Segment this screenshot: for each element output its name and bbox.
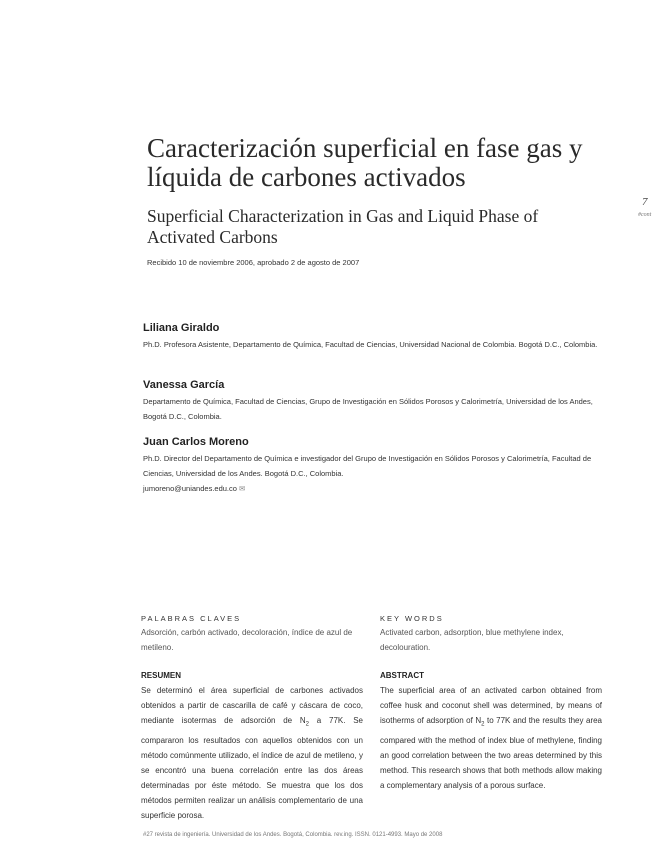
author-email[interactable]: jumoreno@uniandes.edu.co: [143, 484, 237, 493]
abstract-heading: ABSTRACT: [380, 671, 424, 680]
abstract-text-part: The superficial area of an activated carbon obtained from coffee husk and coconut shell was determined, by means of isotherms of adsorption of N: [380, 686, 602, 725]
subscript: 2: [481, 721, 485, 728]
abstract-text: [380, 683, 602, 793]
abstract-heading: RESUMEN: [141, 671, 182, 680]
envelope-icon: ✉: [239, 484, 246, 493]
abstract-text-part: Se determinó el área superficial de carbones activados obtenidos a partir de cascarilla de café y cáscara de coco, mediante isotermas de adsorción de N: [141, 686, 363, 725]
article-title: Caracterización superficial en fase gas y líquida de carbones activados: [147, 133, 583, 192]
abstract-text-part: a 77K. Se compararon los resultados con aquellos obtenidos con un método comúnmente utilizado, el índice de azul de metileno, y se encontró una buena correlación entre las dos áreas determinadas por éste método. Se muestra que los dos métodos permiten realizar un análisis complementario de una superficie porosa.: [141, 716, 363, 820]
keywords-english: [380, 614, 602, 655]
author-block-2: [143, 379, 603, 424]
keywords-text: Activated carbon, adsorption, blue methylene index, decolouration.: [380, 628, 564, 652]
author-affiliation: Departamento de Química, Facultad de Ciencias, Grupo de Investigación en Sólidos Porosos y Calorimetría, Universidad de los Andes, Bogotá D.C., Colombia.: [143, 397, 593, 421]
author-affiliation: Ph.D. Director del Departamento de Química e investigador del Grupo de Investigación en Sólidos Porosos y Calorimetría, Facultad de Ciencias, Universidad de los Andes. Bogotá D.C., Colombia.: [143, 454, 592, 478]
abstract-english: [380, 671, 602, 793]
keywords-text: Adsorción, carbón activado, decoloración, índice de azul de metileno.: [141, 628, 353, 652]
author-block-3: [143, 436, 603, 496]
side-margin-text: #cont: [638, 212, 652, 218]
author-name: Juan Carlos Moreno: [143, 436, 249, 448]
author-block-1: [143, 322, 603, 352]
received-date: Recibido 10 de noviembre 2006, aprobado 2 de agosto de 2007: [147, 258, 360, 267]
page-footer: #27 revista de ingeniería. Universidad de los Andes. Bogotá, Colombia. rev.ing. ISSN. 0121-4993. Mayo de 2008: [143, 832, 443, 838]
author-affiliation: Ph.D. Profesora Asistente, Departamento de Química, Facultad de Ciencias, Universidad Nacional de Colombia. Bogotá D.C., Colombia.: [143, 340, 598, 349]
author-name: Liliana Giraldo: [143, 322, 220, 334]
author-email-line: [143, 481, 603, 496]
article-subtitle-english: Superficial Characterization in Gas and Liquid Phase of Activated Carbons: [147, 206, 539, 247]
keywords-heading: PALABRAS CLAVES: [141, 614, 242, 623]
page-number: 7: [642, 196, 648, 208]
abstract-text-part: to 77K and the results they area compared with the method of index blue of methylene, finding an good correlation between the two areas determined by this method. This research shows that both methods allow making a complementary analysis of a porous surface.: [380, 716, 603, 790]
subscript: 2: [305, 721, 310, 728]
abstract-spanish: [141, 671, 363, 823]
keywords-heading: KEY WORDS: [380, 614, 444, 623]
keywords-spanish: [141, 614, 363, 655]
author-name: Vanessa García: [143, 379, 225, 391]
abstract-text: [141, 683, 363, 823]
